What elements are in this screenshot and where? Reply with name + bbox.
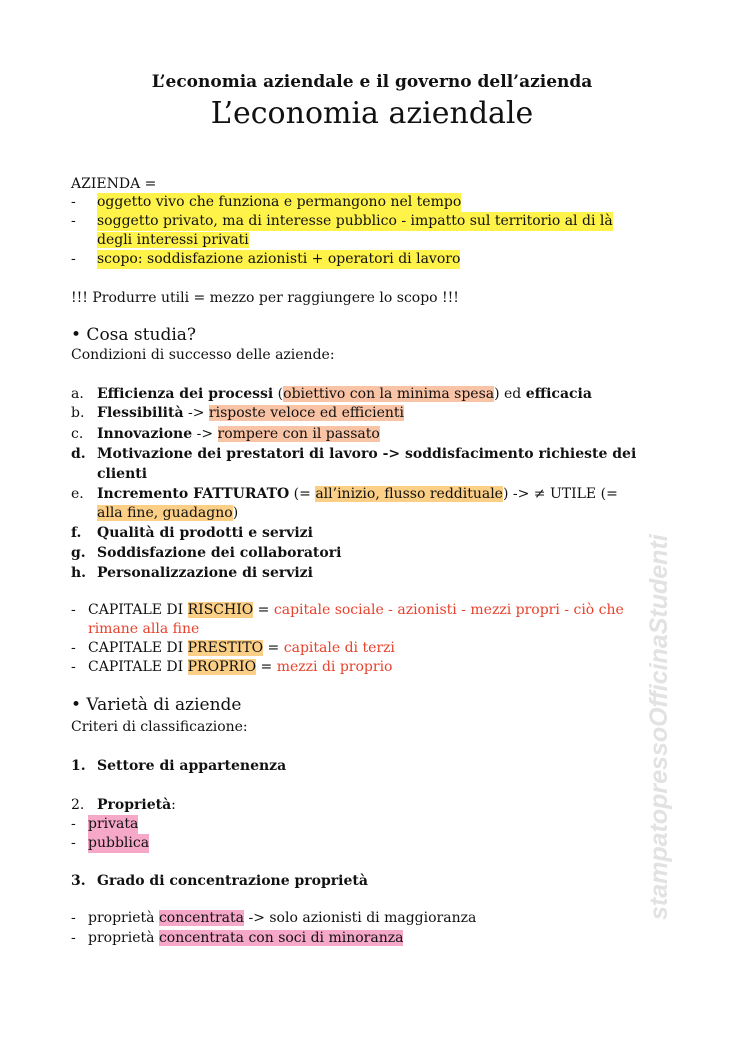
capitale-rischio-cont: rimane alla fine bbox=[88, 621, 200, 637]
list-item-e: e. Incremento FATTURATO (= all’inizio, flusso reddituale) -> ≠ UTILE (= bbox=[71, 486, 618, 502]
watermark: stampatopressoOfficinaStudenti bbox=[645, 534, 673, 920]
list-item: - privata bbox=[71, 816, 139, 832]
list-item-c: c. Innovazione -> rompere con il passato bbox=[71, 426, 380, 442]
document-subtitle: L’economia aziendale e il governo dell’azienda bbox=[151, 72, 593, 92]
section-intro: Criteri di classificazione: bbox=[71, 719, 248, 735]
list-item-h: h. Personalizzazione di servizi bbox=[71, 565, 313, 581]
list-item: - proprietà concentrata con soci di minoranza bbox=[71, 930, 404, 946]
list-item-cont: degli interessi privati bbox=[97, 232, 249, 248]
list-item-d: d. Motivazione dei prestatori di lavoro -> soddisfacimento richieste dei bbox=[71, 446, 637, 462]
section-intro: Condizioni di successo delle aziende: bbox=[71, 347, 335, 363]
criterion-3: 3. Grado di concentrazione proprietà bbox=[71, 873, 368, 889]
list-item-e-cont: alla fine, guadagno) bbox=[97, 505, 239, 521]
list-item-d-cont: clienti bbox=[97, 466, 148, 482]
list-item-b: b. Flessibilità -> risposte veloce ed efficienti bbox=[71, 405, 405, 421]
criterion-1: 1. Settore di appartenenza bbox=[71, 758, 287, 774]
note: !!! Produrre utili = mezzo per raggiungere lo scopo !!! bbox=[71, 290, 459, 306]
list-item: - proprietà concentrata -> solo azionisti di maggioranza bbox=[71, 910, 477, 926]
criterion-2: 2. Proprietà: bbox=[71, 797, 176, 813]
list-item-g: g. Soddisfazione dei collaboratori bbox=[71, 545, 342, 561]
capitale-proprio: - CAPITALE DI PROPRIO = mezzi di proprio bbox=[71, 659, 393, 675]
section-heading-cosa-studia: • Cosa studia? bbox=[71, 325, 197, 345]
list-item-a: a. Efficienza dei processi (obiettivo con la minima spesa) ed efficacia bbox=[71, 386, 592, 402]
section-heading-varieta: • Varietà di aziende bbox=[71, 695, 242, 715]
capitale-prestito: - CAPITALE DI PRESTITO = capitale di terzi bbox=[71, 640, 395, 656]
document-title: L’economia aziendale bbox=[210, 96, 534, 131]
azienda-label: AZIENDA = bbox=[71, 176, 157, 192]
capitale-rischio: - CAPITALE DI RISCHIO = capitale sociale - azionisti - mezzi propri - ciò che bbox=[71, 602, 624, 618]
list-item: - pubblica bbox=[71, 835, 150, 851]
list-item-f: f. Qualità di prodotti e servizi bbox=[71, 525, 313, 541]
